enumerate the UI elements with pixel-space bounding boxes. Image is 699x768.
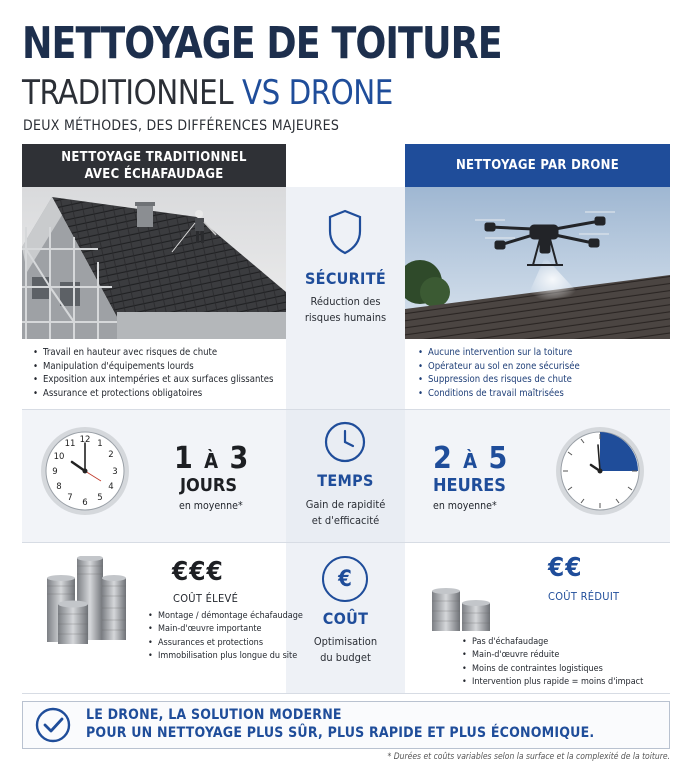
- time-title: TEMPS: [317, 471, 374, 490]
- page-title: NETTOYAGE DE TOITURE: [22, 18, 502, 69]
- cost-desc-line1: Optimisation: [313, 635, 378, 648]
- list-item: • Travail en hauteur avec risques de chute: [33, 346, 273, 360]
- clock-numeral: 7: [67, 493, 73, 503]
- drone-roof-photo: [405, 187, 670, 339]
- row-divider: [22, 693, 670, 694]
- euro-icon: €: [322, 556, 368, 602]
- clock-numeral: 1: [97, 439, 103, 449]
- clock-numeral: 10: [53, 452, 65, 462]
- list-item: • Immobilisation plus longue du site: [148, 650, 303, 663]
- list-item: • Pas d'échafaudage: [462, 636, 643, 649]
- traditional-duration-unit: JOURS: [180, 475, 238, 496]
- analog-clock-icon: [39, 425, 131, 517]
- drone-duration-avg: en moyenne*: [433, 500, 497, 512]
- drone-cost-label: COÛT RÉDUIT: [548, 590, 620, 603]
- page-tagline: DEUX MÉTHODES, DES DIFFÉRENCES MAJEURES: [23, 118, 340, 134]
- time-desc: [286, 497, 405, 529]
- list-item: • Montage / démontage échafaudage: [148, 610, 303, 623]
- list-item: • Manipulation d'équipements lourds: [33, 360, 273, 374]
- drone-cost-symbol: €€: [548, 553, 583, 583]
- cost-title: COÛT: [322, 609, 369, 628]
- clock-numeral: 3: [112, 467, 118, 477]
- clock-numeral: 5: [97, 493, 103, 503]
- coin-stacks-icon: [44, 556, 134, 648]
- clock-numeral: 9: [52, 467, 58, 477]
- duration-separator: À: [204, 449, 220, 473]
- clock-numeral: 11: [64, 439, 76, 449]
- traditional-header-line2: AVEC ÉCHAFAUDAGE: [84, 166, 224, 182]
- clock-numeral: 2: [108, 450, 114, 460]
- shield-icon: [327, 209, 363, 255]
- cost-desc-line2: du budget: [320, 651, 371, 664]
- list-item: • Opérateur au sol en zone sécurisée: [418, 360, 580, 374]
- drone-duration-number: [433, 441, 508, 476]
- traditional-duration-number: [174, 441, 249, 476]
- list-item: • Intervention plus rapide = moins d'impact: [462, 676, 643, 689]
- traditional-duration-avg: en moyenne*: [179, 500, 243, 512]
- security-desc-line1: Réduction des: [310, 295, 381, 308]
- duration-min: 2: [433, 441, 453, 476]
- traditional-column-header: [22, 144, 286, 187]
- duration-max: 3: [229, 441, 250, 476]
- duration-max: 5: [488, 441, 509, 476]
- list-item: • Suppression des risques de chute: [418, 373, 580, 387]
- traditional-header-line1: NETTOYAGE TRADITIONNEL: [61, 149, 247, 165]
- clock-numeral: 8: [56, 482, 62, 492]
- timer-clock-icon: [554, 425, 646, 517]
- list-item: • Aucune intervention sur la toiture: [418, 346, 580, 360]
- time-desc-line1: Gain de rapidité: [305, 498, 386, 511]
- drone-cost-list: [462, 636, 643, 690]
- check-circle-icon: [35, 707, 71, 743]
- footnote: * Durées et coûts variables selon la surface et la complexité de la toiture.: [387, 752, 670, 762]
- banner-line2: POUR UN NETTOYAGE PLUS SÛR, PLUS RAPIDE ET PLUS ÉCONOMIQUE.: [86, 725, 595, 741]
- list-item: • Assurances et protections: [148, 637, 303, 650]
- drone-column-header: NETTOYAGE PAR DRONE: [405, 144, 670, 187]
- page-subtitle: [22, 73, 393, 113]
- security-desc-line2: risques humains: [304, 311, 387, 324]
- traditional-cost-label: COÛT ÉLEVÉ: [173, 592, 239, 605]
- security-title: SÉCURITÉ: [305, 269, 386, 288]
- duration-min: 1: [174, 441, 194, 476]
- subtitle-vs-drone: VS DRONE: [241, 73, 393, 113]
- cost-desc: [286, 634, 405, 666]
- subtitle-traditional: TRADITIONNEL: [22, 73, 242, 113]
- row-divider: [22, 542, 670, 543]
- traditional-cost-list: [148, 610, 303, 664]
- list-item: • Moins de contraintes logistiques: [462, 663, 643, 676]
- drone-security-list: [418, 346, 580, 401]
- row-divider: [22, 409, 670, 410]
- clock-numeral: 6: [82, 498, 88, 508]
- drone-duration-unit: HEURES: [433, 475, 506, 496]
- time-desc-line2: et d'efficacité: [311, 514, 380, 527]
- list-item: • Conditions de travail maîtrisées: [418, 387, 580, 401]
- list-item: • Main-d'œuvre importante: [148, 623, 303, 636]
- traditional-cost-symbol: €€€: [172, 557, 224, 587]
- list-item: • Main-d'œuvre réduite: [462, 649, 643, 662]
- security-desc: [286, 294, 405, 326]
- clock-numeral: 12: [79, 435, 91, 445]
- clock-icon: [323, 420, 367, 464]
- scaffolding-roof-photo: [22, 187, 286, 339]
- list-item: • Exposition aux intempéries et aux surfaces glissantes: [33, 373, 273, 387]
- clock-numeral: 4: [108, 482, 114, 492]
- traditional-security-list: [33, 346, 273, 401]
- small-coin-stacks-icon: [428, 585, 494, 633]
- duration-separator: À: [463, 449, 479, 473]
- list-item: • Assurance et protections obligatoires: [33, 387, 273, 401]
- banner-line1: LE DRONE, LA SOLUTION MODERNE: [86, 707, 342, 723]
